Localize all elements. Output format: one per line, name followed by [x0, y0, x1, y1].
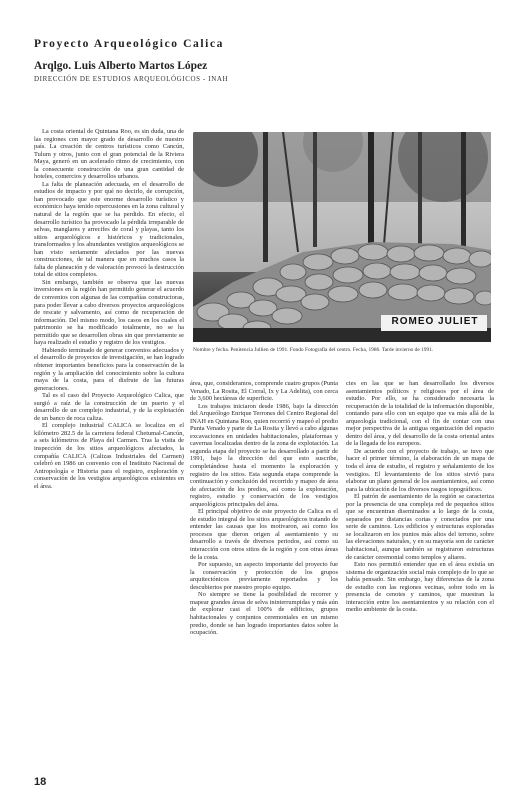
- paragraph: La falta de planeación adecuada, en el desarrollo de estudios de impacto y por qué no decirlo, de corrupción, han provocado que este enorme desarrollo turístico y económico haya tenido repercusiones en la zona cultural y natural de la región que se ha perdido. En efecto, el desarrollo turístico ha provocado la pérdida irreparable de selvas, manglares y arrecifes de coral y playas, tanto los sitios arqueológicos e históricos y tradicionales, transformados y los abundantes vestigios arqueológicos se han visto seriamente afectados por las nuevas construcciones, de tal manera que en muchos casos la falta de planeación y de valoración provocó la destrucción total de sitios completos.: [34, 180, 184, 279]
- paragraph: El complejo industrial CALICA se localiza en el kilómetro 282.5 de la carretera federal Chetumal-Cancún, a seis kilómetros de Playa del Carmen. Tras la visita de inspección de los sitios arqueológicos afectados, la compañía CALICA (Calizas Industriales del Carmen) celebró en 1986 un convenio con el Instituto Nacional de Antropología e Historia para el registro, exploración y conservación de los vestigios arqueológicos existentes en el área.: [34, 422, 184, 490]
- archaeological-site-photo: [193, 132, 491, 342]
- paragraph: Esto nos permitió entender que en el área existía un sistema de organización social más complejo de lo que se había pensado. Sin embargo, hay diferencias de la zona de estudio con las regiones vecinas, sobre todo en la presencia de cenotes y caminos, que muestran la interacción entre los asentamientos y su relación con el medio ambiente de la costa.: [346, 561, 494, 614]
- author-name: Arqlgo. Luis Alberto Martos López: [34, 60, 208, 72]
- paragraph: Tal es el caso del Proyecto Arqueológico Calica, que surgió a raíz de la construcción de un puerto y el desarrollo de un complejo industrial, y de la explotación de un banco de roca caliza.: [34, 392, 184, 422]
- paragraph: Por supuesto, un aspecto importante del proyecto fue la conservación y protección de los grupos arquitectónicos previamente reportados y los descubiertos por nuestro propio equipo.: [190, 561, 338, 591]
- photo-caption: Nombre y fecha. Penitencia Jullien de 1991. Fondo Fotografía del centro. Fecha, 1986. Tarde invierno de 1991.: [193, 347, 434, 353]
- paragraph: De acuerdo con el proyecto de trabajo, se tuvo que hacer el primer término, la elaboración de un mapa de toda el área de estudio, el registro y señalamiento de los vestigios. El levantamiento de los sitios sirvió para elaborar un plano general de los asentamientos, así como para la ubicación de los diversos rasgos topográficos.: [346, 447, 494, 493]
- page-number: 18: [34, 776, 47, 788]
- paragraph: La costa oriental de Quintana Roo, es sin duda, una de las regiones con mayor grado de desarrollo de nuestro país. La creación de centros turísticos como Cancún, Tulum y otros, junto con el gran potencial de la Riviera Maya, generó en un acelerado ritmo de crecimiento, con la consecuente construcción de una gran cantidad de hoteles, comercios y desarrollos urbanos.: [34, 128, 184, 181]
- paragraph: El patrón de asentamiento de la región se caracteriza por la presencia de una compleja red de pequeños sitios que se encuentran diseminados a lo largo de la costa, separados por distancias cortas y conectados por una serie de caminos. Los edificios y estructuras exploradas se localizaron en los puntos más altos del terreno, sobre las elevaciones naturales, y en su mayoría son de carácter habitacional, aunque también se registraron estructuras de carácter ceremonial como templos y altares.: [346, 493, 494, 561]
- photo-stamp: ROMEO JULIET: [391, 316, 479, 327]
- paragraph: Sin embargo, también se observa que las nuevas inversiones en la región han permitido generar el acuerdo de convenios con algunas de las compañías constructoras, para poder llevar a cabo diversos proyectos arqueológicos de rescate y salvamento, así como de recuperación de información. Del mismo modo, los casos en los cuales el patrimonio se ha modificado totalmente, no se ha permitido que se desarrollen obras sin que previamente se haya realizado el estudio y registro de los vestigios.: [34, 278, 184, 347]
- stone-wall-illustration: [193, 132, 491, 342]
- text-column-2: [190, 380, 338, 768]
- paragraph: El principal objetivo de este proyecto de Calica es el de estudio integral de los sitios arqueológicos tratando de entender las causas que los motivaron, así como los procesos que dieron origen al asentamiento y su desarrollo a través de diversos periodos, así como su interacción con otros sitios de la región y con otras áreas de la costa.: [190, 508, 338, 561]
- paragraph: Habiendo terminado de generar convenios adecuados y el desarrollo de proyectos de investigación, se han logrado obtener importantes beneficios para la conservación de la región y la ampliación del conocimiento sobre la cultura maya de la costa, para el disfrute de las futuras generaciones.: [34, 346, 184, 392]
- paragraph: cies en las que se han desarrollado los diversos asentamientos políticos y religiosos por el área de estudio. Por ello, se ha considerado necesaria la recuperación de la totalidad de la información disponible, contando para ello con un equipo que va más allá de la arqueología tradicional, con el fin de contar con una mejor perspectiva de la antigua organización del espacio dentro del área, y del desarrollo de la costa oriental antes de la llegada de los europeos.: [346, 380, 494, 448]
- author-affiliation: DIRECCIÓN DE ESTUDIOS ARQUEOLÓGICOS - INAH: [34, 75, 229, 83]
- text-column-3: [346, 380, 494, 768]
- article-title: Proyecto Arqueológico Calica: [34, 38, 225, 50]
- paragraph: Los trabajos iniciaron desde 1986, bajo la dirección del Arqueólogo Enrique Terrones del Centro Regional del INAH en Quintana Roo, quien recorrió y mapeó el predio Punta Venado y parte de La Rosita y llevó a cabo algunas excavaciones en unidades habitacionales, plataformas y cavernas localizadas dentro de la zona de explotación. La segunda etapa del proyecto se ha desarrollado a partir de 1991, bajo la dirección del que esto suscribe, completándose hasta el momento la exploración y registro de los sitios. Esta segunda etapa comprende la continuación y conclusión del recorrido y mapeo de área de afectación de los predios, así como la exploración, registro, estudio y conservación de los vestigios arqueológicos principales del área.: [190, 402, 338, 508]
- paragraph: No siempre se tiene la posibilidad de recorrer y mapear grandes áreas de selva ininterrumpidas y más aún de explorar casi el 100% de edificios, grupos habitacionales y conjuntos ceremoniales en un mismo predio, donde se han logrado importantes datos sobre la ocupación.: [190, 591, 338, 637]
- paragraph: área, que, consideramos, comprende cuatro grupos (Punta Venado, La Rosita, El Corral, Ix y La Adelita), con cerca de 3,600 hectáreas de superficie.: [190, 380, 338, 403]
- text-column-1: [34, 128, 184, 768]
